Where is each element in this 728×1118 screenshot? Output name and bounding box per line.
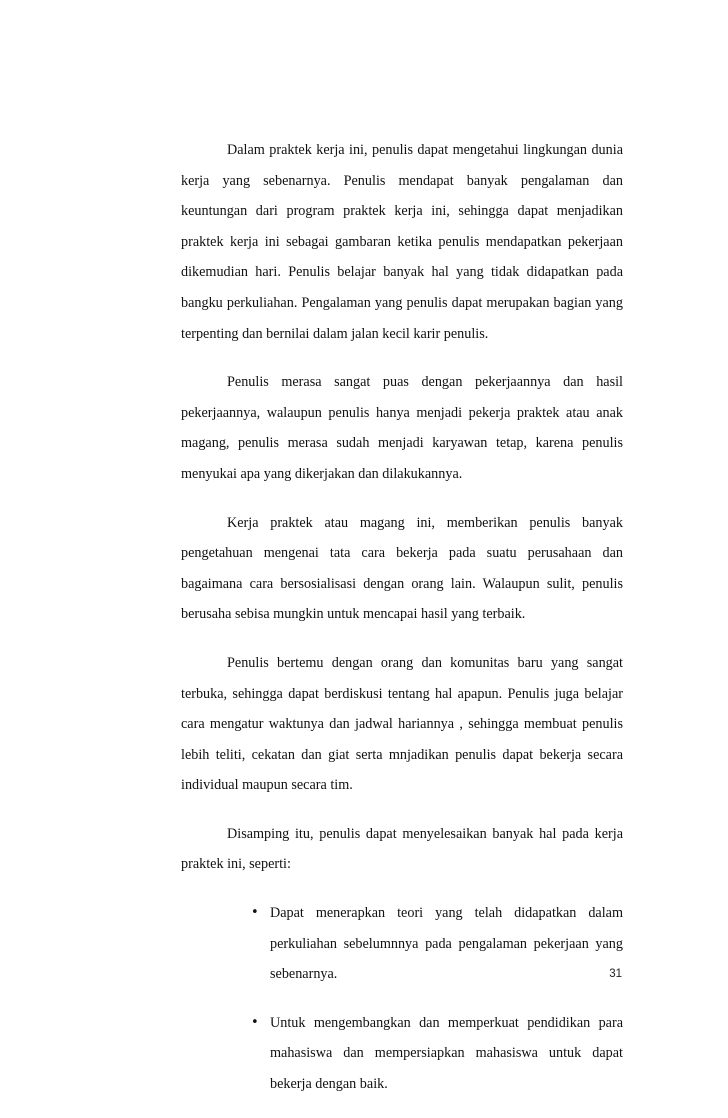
bullet-icon: • [251, 1014, 259, 1030]
paragraph: Penulis bertemu dengan orang dan komunitas baru yang sangat terbuka, sehingga dapat berdiskusi tentang hal apapun. Penulis juga belajar cara mengatur waktunya dan jadwal hariannya , sehingga membuat penulis lebih teliti, cekatan dan giat serta mnjadikan penulis dapat bekerja secara individual maupun secara tim. [181, 654, 623, 794]
page-number: 31 [609, 968, 622, 980]
paragraph: Penulis merasa sangat puas dengan pekerjaannya dan hasil pekerjaannya, walaupun penulis hanya menjadi pekerja praktek atau anak magang, penulis merasa sudah menjadi karyawan tetap, karena penulis menyukai apa yang dikerjakan dan dilakukannya. [181, 374, 623, 482]
list-item [251, 1008, 623, 1100]
list-item-text: Untuk mengembangkan dan memperkuat pendidikan para mahasiswa dan mempersiapkan mahasiswa untuk dapat bekerja dengan baik. [270, 1014, 623, 1093]
list-item [251, 898, 623, 990]
document-page [181, 135, 623, 1118]
paragraph: Disamping itu, penulis dapat menyelesaikan banyak hal pada kerja praktek ini, seperti: [181, 825, 623, 873]
bullet-icon: • [251, 905, 259, 921]
paragraph: Dalam praktek kerja ini, penulis dapat mengetahui lingkungan dunia kerja yang sebenarnya. Penulis mendapat banyak pengalaman dan keuntungan dari program praktek kerja ini, sehingga dapat menjadikan praktek kerja ini sebagai gambaran ketika penulis mendapatkan pekerjaan dikemudian hari. Penulis belajar banyak hal yang tidak didapatkan pada bangku perkuliahan. Pengalaman yang penulis dapat merupakan bagian yang terpenting dan bernilai dalam jalan kecil karir penulis. [181, 142, 623, 342]
paragraph: Kerja praktek atau magang ini, memberikan penulis banyak pengetahuan mengenai tata cara bekerja pada suatu perusahaan dan bagaimana cara bersosialisasi dengan orang lain. Walaupun sulit, penulis berusaha sebisa mungkin untuk mencapai hasil yang terbaik. [181, 514, 623, 623]
list-item-text: Dapat menerapkan teori yang telah didapatkan dalam perkuliahan sebelumnnya pada pengalaman pekerjaan yang sebenarnya. [270, 905, 623, 983]
bullet-list [181, 898, 623, 1100]
